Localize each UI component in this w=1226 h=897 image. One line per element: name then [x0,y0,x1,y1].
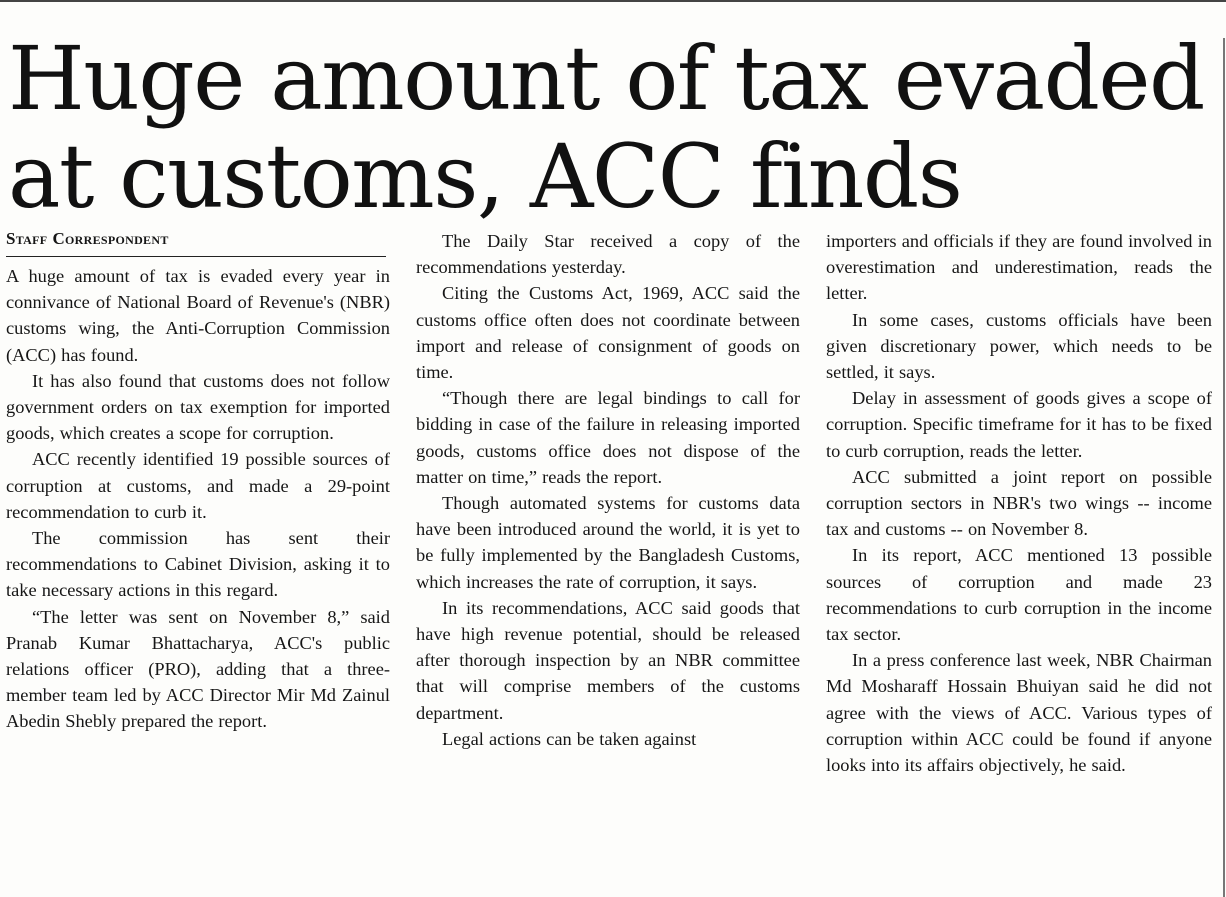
paragraph: A huge amount of tax is evaded every year in connivance of National Board of Revenue's (NBR) customs wing, the Anti-Corruption Commission (ACC) has found. [6,266,390,365]
right-rule [1223,38,1225,897]
paragraph: Delay in assessment of goods gives a scope of corruption. Specific timeframe for it has to be fixed to curb corruption, reads the letter. [826,388,1212,461]
paragraph: The commission has sent their recommendations to Cabinet Division, asking it to take necessary actions in this regard. [6,528,390,601]
article-column-3 [826,228,1212,778]
top-rule [0,0,1226,2]
byline: Staff Correspondent [6,228,386,257]
paragraph: ACC submitted a joint report on possible corruption sectors in NBR's two wings -- income tax and customs -- on November 8. [826,466,1212,540]
article-column-1 [6,228,390,735]
paragraph: Legal actions can be taken against [442,728,697,749]
paragraph: In some cases, customs officials have been given discretionary power, which needs to be settled, it says. [826,309,1212,383]
paragraph: Citing the Customs Act, 1969, ACC said the customs office often does not coordinate between import and release of consignment of goods on time. [416,283,800,383]
paragraph: The Daily Star received a copy of the recommendations yesterday. [416,231,800,278]
paragraph: “The letter was sent on November 8,” said Pranab Kumar Bhattacharya, ACC's public relations officer (PRO), adding that a three-member team led by ACC Director Mir Md Zainul Abedin Shebly prepared the report. [6,606,390,732]
headline: Huge amount of tax evaded at customs, ACC finds [8,27,1204,228]
article-column-2 [416,228,800,752]
paragraph: In its recommendations, ACC said goods that have high revenue potential, should be released after thorough inspection by an NBR committee that will comprise members of the customs department. [416,597,800,723]
paragraph: In a press conference last week, NBR Chairman Md Mosharaff Hossain Bhuiyan said he did not agree with the views of ACC. Various types of corruption within ACC could be found if anyone looks into its affairs objectively, he said. [826,650,1212,776]
paragraph: Though automated systems for customs data have been introduced around the world, it is yet to be fully implemented by the Bangladesh Customs, which increases the rate of corruption, it says. [416,493,800,592]
paragraph: “Though there are legal bindings to call for bidding in case of the failure in releasing imported goods, customs office does not dispose of the matter on time,” reads the report. [416,388,800,487]
paragraph: importers and officials if they are found involved in overestimation and underestimation, reads the letter. [826,231,1212,304]
paragraph: ACC recently identified 19 possible sources of corruption at customs, and made a 29-point recommendation to curb it. [6,449,390,522]
paragraph: It has also found that customs does not follow government orders on tax exemption for imported goods, which creates a scope for corruption. [6,370,390,444]
paragraph: In its report, ACC mentioned 13 possible sources of corruption and made 23 recommendations to curb corruption in the income tax sector. [826,545,1212,645]
